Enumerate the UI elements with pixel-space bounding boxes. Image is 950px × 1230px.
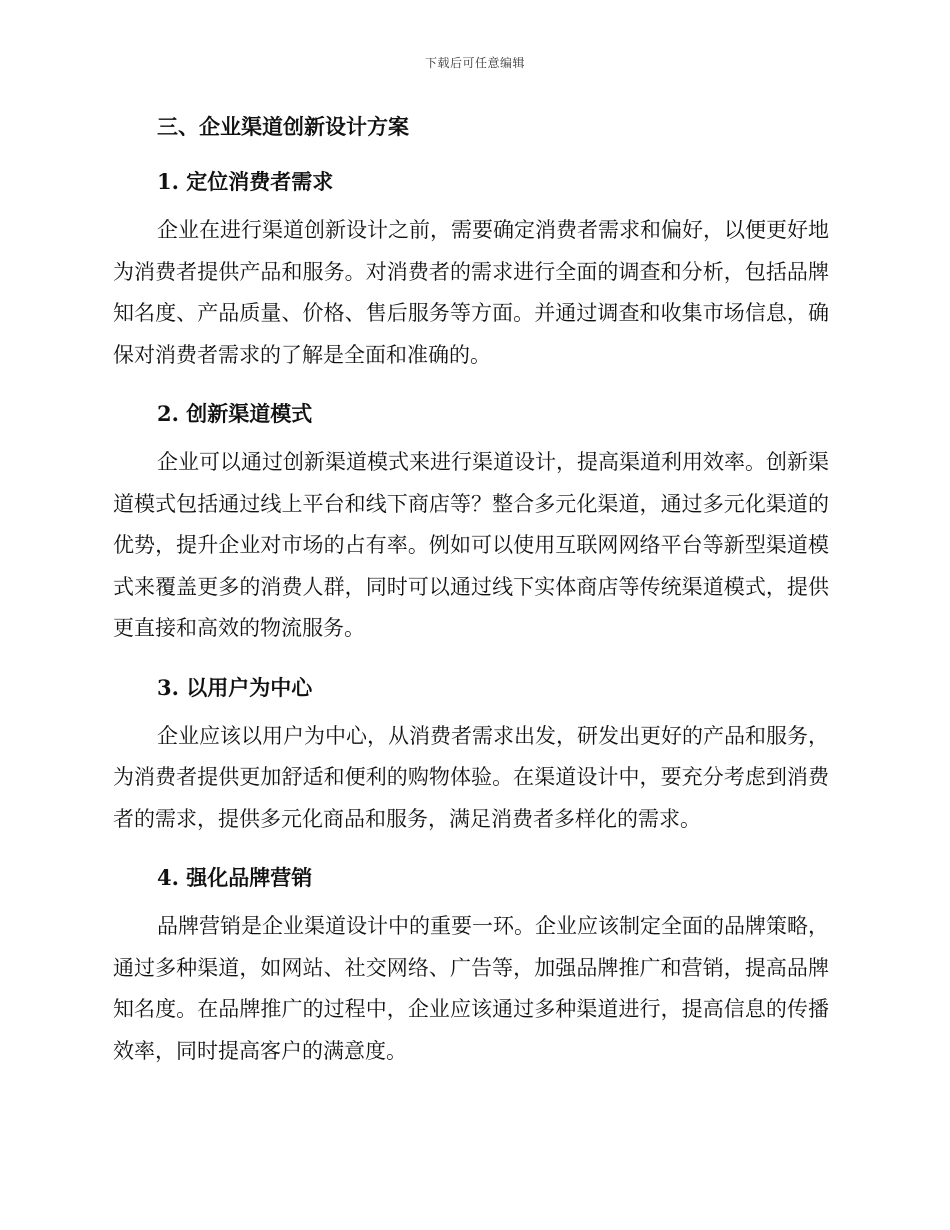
subsection-heading: 4. 强化品牌营销	[157, 865, 313, 890]
subsection-heading: 1. 定位消费者需求	[157, 169, 334, 194]
subsection-channel-model	[113, 398, 829, 650]
body-paragraph: 企业可以通过创新渠道模式来进行渠道设计，提高渠道利用效率。创新渠道模式包括通过线上平台和线下商店等？整合多元化渠道，通过多元化渠道的优势，提升企业对市场的占有率。例如可以使用互联网网络平台等新型渠道模式来覆盖更多的消费人群，同时可以通过线下实体商店等传统渠道模式，提供更直接和高效的物流服务。	[113, 450, 829, 640]
subsection-heading: 2. 创新渠道模式	[157, 401, 313, 426]
section-title: 三、企业渠道创新设计方案	[157, 114, 409, 139]
subsection-consumer-demand	[113, 166, 829, 376]
body-paragraph: 企业在进行渠道创新设计之前，需要确定消费者需求和偏好，以便更好地为消费者提供产品和服务。对消费者的需求进行全面的调查和分析，包括品牌知名度、产品质量、价格、售后服务等方面。并通过调查和收集市场信息，确保对消费者需求的了解是全面和准确的。	[113, 218, 829, 367]
document-body	[113, 112, 829, 1072]
subsection-user-centered	[113, 672, 829, 841]
subsection-brand-marketing	[113, 862, 829, 1072]
body-paragraph: 企业应该以用户为中心，从消费者需求出发，研发出更好的产品和服务，为消费者提供更加舒适和便利的购物体验。在渠道设计中，要充分考虑到消费者的需求，提供多元化商品和服务，满足消费者多样化的需求。	[113, 723, 829, 831]
running-header: 下载后可任意编辑	[424, 56, 525, 70]
body-paragraph: 品牌营销是企业渠道设计中的重要一环。企业应该制定全面的品牌策略，通过多种渠道，如网站、社交网络、广告等，加强品牌推广和营销，提高品牌知名度。在品牌推广的过程中，企业应该通过多种渠道进行，提高信息的传播效率，同时提高客户的满意度。	[113, 914, 829, 1063]
subsection-heading: 3. 以用户为中心	[157, 674, 313, 700]
